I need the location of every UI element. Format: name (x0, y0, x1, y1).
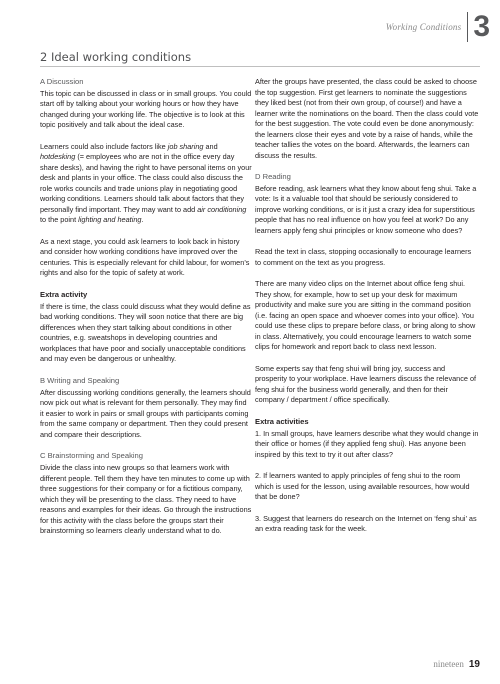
page-number-word: nineteen (433, 659, 464, 669)
page-footer (433, 659, 480, 670)
running-header (386, 10, 490, 44)
paragraph: Divide the class into new groups so that learners work with different people. Tell them they have ten minutes to come up with three suggestions for their company or for a fictitious company, which they will be presenting to the class. They need to have reasons and examples for their ideas. Go through the instructions for this activity with the class before the groups start their brainstorming so learners clearly understand what to do. (40, 463, 252, 536)
paragraph: If there is time, the class could discuss what they would define as bad working conditions. They will soon notice that there are big differences when they start talking about conditions in other countries, e.g. sweatshops in developing countries and workplaces that have poor and socially unacceptable conditions and may even be dangerous or unhealthy. (40, 301, 251, 364)
subsection-heading-b: B Writing and Speaking (40, 375, 120, 385)
subsection-heading-c: C Brainstorming and Speaking (40, 451, 143, 461)
paragraph: This topic can be discussed in class or in small groups. You could start off by talking about your working hours or how they have changed during your working life. The objective is to look at this topic positively and talk about the ideal case. (40, 88, 252, 130)
paragraph: As a next stage, you could ask learners to look back in history and consider how working conditions have improved over the centuries. This is especially relevant for child labour, for women’s rights and also for the topic of safety at work. (40, 236, 250, 278)
title-divider (40, 66, 480, 67)
page-number: 19 (468, 659, 480, 670)
paragraph: There are many video clips on the Internet about office feng shui. They show, for example, how to set up your desk for maximum productivity and make sure you are sitting in the command position (i.e. facing an open space and whoever comes into your office). You could use these clips to prepare before class, or bring along to show in class. Alternatively, you could encourage learners to watch some clips for homework and report back to class next lesson. (255, 279, 476, 352)
right-column (255, 77, 479, 546)
paragraph: Learners could also include factors like job sharing and hotdesking (= employees who are not in the office every day share desks), and having the right to have personal items on your desk and plants in your office. The class could also discuss the role works councils and trade unions play in negotiating good working conditions. Learners should talk about factors that they personally find important. They may want to add air conditioning to the point lighting and heating. (40, 141, 252, 225)
paragraph: Before reading, ask learners what they know about feng shui. Take a vote: Is it a valuable tool that should be seriously considered to improve working conditions, or is it just a crazy idea for superstitious people that has no real influence on how you feel at work? Do any learners apply feng shui principles or know someone who does? (255, 183, 477, 235)
left-column (40, 77, 252, 548)
extra-activities-heading: Extra activities (255, 416, 309, 426)
unit-number: 3 (467, 12, 490, 42)
paragraph: After discussing working conditions generally, the learners should now pick out what is relevant for them personally. They may find it easier to work in pairs or small groups with participants coming from the same company or department. Then they could present and compare their descriptions. (40, 387, 251, 439)
list-item: 1. In small groups, have learners describe what they would change in their office or homes (if they applied feng shui). Has anyone been inspired by this text to try it out after class? (255, 428, 479, 459)
paragraph: Some experts say that feng shui will bring joy, success and prosperity to your workplace. Have learners discuss the relevance of feng shui for the business world generally, and then for their company / department / office specifically. (255, 363, 477, 405)
section-title: 2 Ideal working conditions (40, 50, 192, 64)
paragraph: Read the text in class, stopping occasionally to encourage learners to comment on the text as you progress. (255, 247, 472, 267)
list-item: 3. Suggest that learners do research on the Internet on ‘feng shui’ as an extra reading task for the week. (255, 513, 477, 534)
extra-activities-list (255, 429, 479, 535)
extra-activity-heading: Extra activity (40, 289, 88, 299)
paragraph: After the groups have presented, the class could be asked to choose the top suggestion. First get learners to nominate the suggestions they liked best (not from their own group, of course!) and have a learner write the nominations on the board. Then the class could vote for the best suggestion. The vote could even be done anonymously: the learners close their eyes and vote by a raise of hands, while the teacher tallies the votes on the board. Afterwards, the learners can discuss the results. (255, 77, 479, 160)
header-label: Working Conditions (385, 22, 462, 32)
subsection-heading-a: A Discussion (40, 77, 84, 86)
subsection-heading-d: D Reading (255, 172, 291, 181)
list-item: 2. If learners wanted to apply principles of feng shui to the room which is used for the lesson, using available resources, how would that be done? (255, 471, 470, 502)
